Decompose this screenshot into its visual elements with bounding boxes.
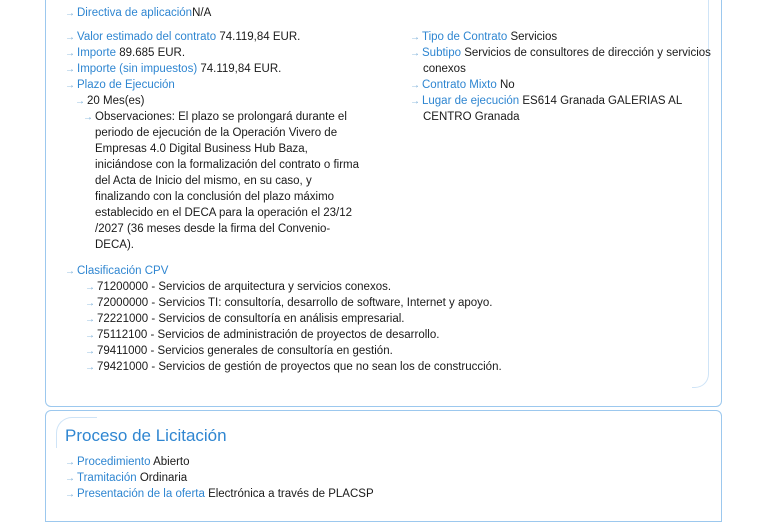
arrow-right-icon: → [85,330,95,341]
arrow-right-icon: → [410,80,420,91]
arrow-right-icon: → [65,8,75,19]
field-value: 89.685 EUR. [119,47,186,59]
observaciones-line: establecido en el DECA para la operación el 23/12 [95,207,353,219]
field-value: 74.119,84 EUR. [200,63,282,75]
arrow-right-icon: → [65,48,75,59]
arrow-right-icon: → [410,96,420,107]
field-label: Procedimiento [77,456,151,468]
arrow-right-icon: → [410,32,420,43]
field-value: 20 Mes(es) [87,95,145,107]
field-value: Electrónica a través de PLACSP [208,488,374,500]
arrow-right-icon: → [85,362,95,373]
field-value: Abierto [153,456,190,468]
field-importe [65,45,185,62]
arrow-right-icon: → [65,64,75,75]
section-title: Proceso de Licitación [65,426,227,445]
field-value: ES614 Granada GALERIAS AL [522,95,683,107]
cpv-item-text: 71200000 - Servicios de arquitectura y servicios conexos. [97,281,392,293]
field-label: Lugar de ejecución [422,95,520,107]
arrow-right-icon: → [85,314,95,325]
field-value: Servicios [510,31,558,43]
plazo-value [75,93,145,110]
arrow-right-icon: → [65,266,75,277]
observaciones-line: Empresas 4.0 Digital Business Hub Baza, [95,143,308,155]
arrow-right-icon: → [85,346,95,357]
field-value: 74.119,84 EUR. [219,31,301,43]
field-contrato-mixto [410,77,515,94]
arrow-right-icon: → [85,298,95,309]
field-plazo [65,77,175,94]
field-label: Importe (sin impuestos) [77,63,198,75]
observaciones-text: El plazo se prolongará durante el [178,111,347,123]
arrow-right-icon: → [410,48,420,59]
field-label: Subtipo [422,47,462,59]
observaciones-line: periodo de ejecución de la Operación Vivero de [95,127,338,139]
field-tramitacion [65,470,187,487]
arrow-right-icon: → [65,457,75,468]
subtipo-value-cont: conexos [423,63,466,75]
field-importe-sin-impuestos [65,61,281,78]
cpv-item-text: 79411000 - Servicios generales de consultoría en gestión. [97,345,393,357]
observaciones-line: finalizando con la conclusión del plazo máximo [95,191,335,203]
field-clasificacion-cpv [65,263,168,280]
cpv-item-text: 79421000 - Servicios de gestión de proyectos que no sean los de construcción. [97,361,502,373]
field-value: No [499,79,515,91]
field-presentacion-oferta [65,486,374,503]
field-subtipo [410,45,711,62]
arrow-right-icon: → [65,32,75,43]
observaciones-line: iniciándose con la formalización del contrato o firma [95,159,359,171]
cpv-item-text: 72221000 - Servicios de consultoría en análisis empresarial. [97,313,405,325]
field-procedimiento [65,454,190,471]
observaciones-line: del Acta de Inicio del mismo, en su caso, y [95,175,312,187]
field-label: Importe [77,47,116,59]
field-label: Tramitación [77,472,137,484]
field-label: Presentación de la oferta [77,488,205,500]
arrow-right-icon: → [83,112,93,123]
field-label: Valor estimado del contrato [77,31,217,43]
cpv-item [85,359,502,376]
field-label: Plazo de Ejecución [77,79,175,91]
arrow-right-icon: → [65,473,75,484]
cpv-item-text: 72000000 - Servicios TI: consultoría, desarrollo de software, Internet y apoyo. [97,297,493,309]
field-label: Contrato Mixto [422,79,497,91]
observaciones-label: Observaciones: [95,111,175,123]
field-value: Ordinaria [139,472,188,484]
lugar-value-cont: CENTRO Granada [423,111,520,123]
cpv-item [85,343,393,360]
arrow-right-icon: → [65,489,75,500]
cpv-item [85,295,492,312]
cpv-item [85,327,439,344]
field-lugar-ejecucion [410,93,682,110]
observaciones-line: DECA). [95,239,134,251]
field-label: Directiva de aplicación [77,7,193,19]
field-valor-estimado [65,29,300,46]
cpv-item-text: 75112100 - Servicios de administración de proyectos de desarrollo. [97,329,440,341]
field-value: Servicios de consultores de dirección y servicios [464,47,711,59]
field-label: Clasificación CPV [77,265,169,277]
field-tipo-contrato [410,29,557,46]
arrow-right-icon: → [75,96,85,107]
arrow-right-icon: → [85,282,95,293]
cpv-item [85,279,391,296]
field-directiva [65,5,211,22]
observaciones-line-0 [83,109,347,126]
cpv-item [85,311,404,328]
observaciones-line: /2027 (36 meses desde la firma del Convenio- [95,223,331,235]
field-value: N/A [192,7,212,19]
field-label: Tipo de Contrato [422,31,508,43]
arrow-right-icon: → [65,80,75,91]
